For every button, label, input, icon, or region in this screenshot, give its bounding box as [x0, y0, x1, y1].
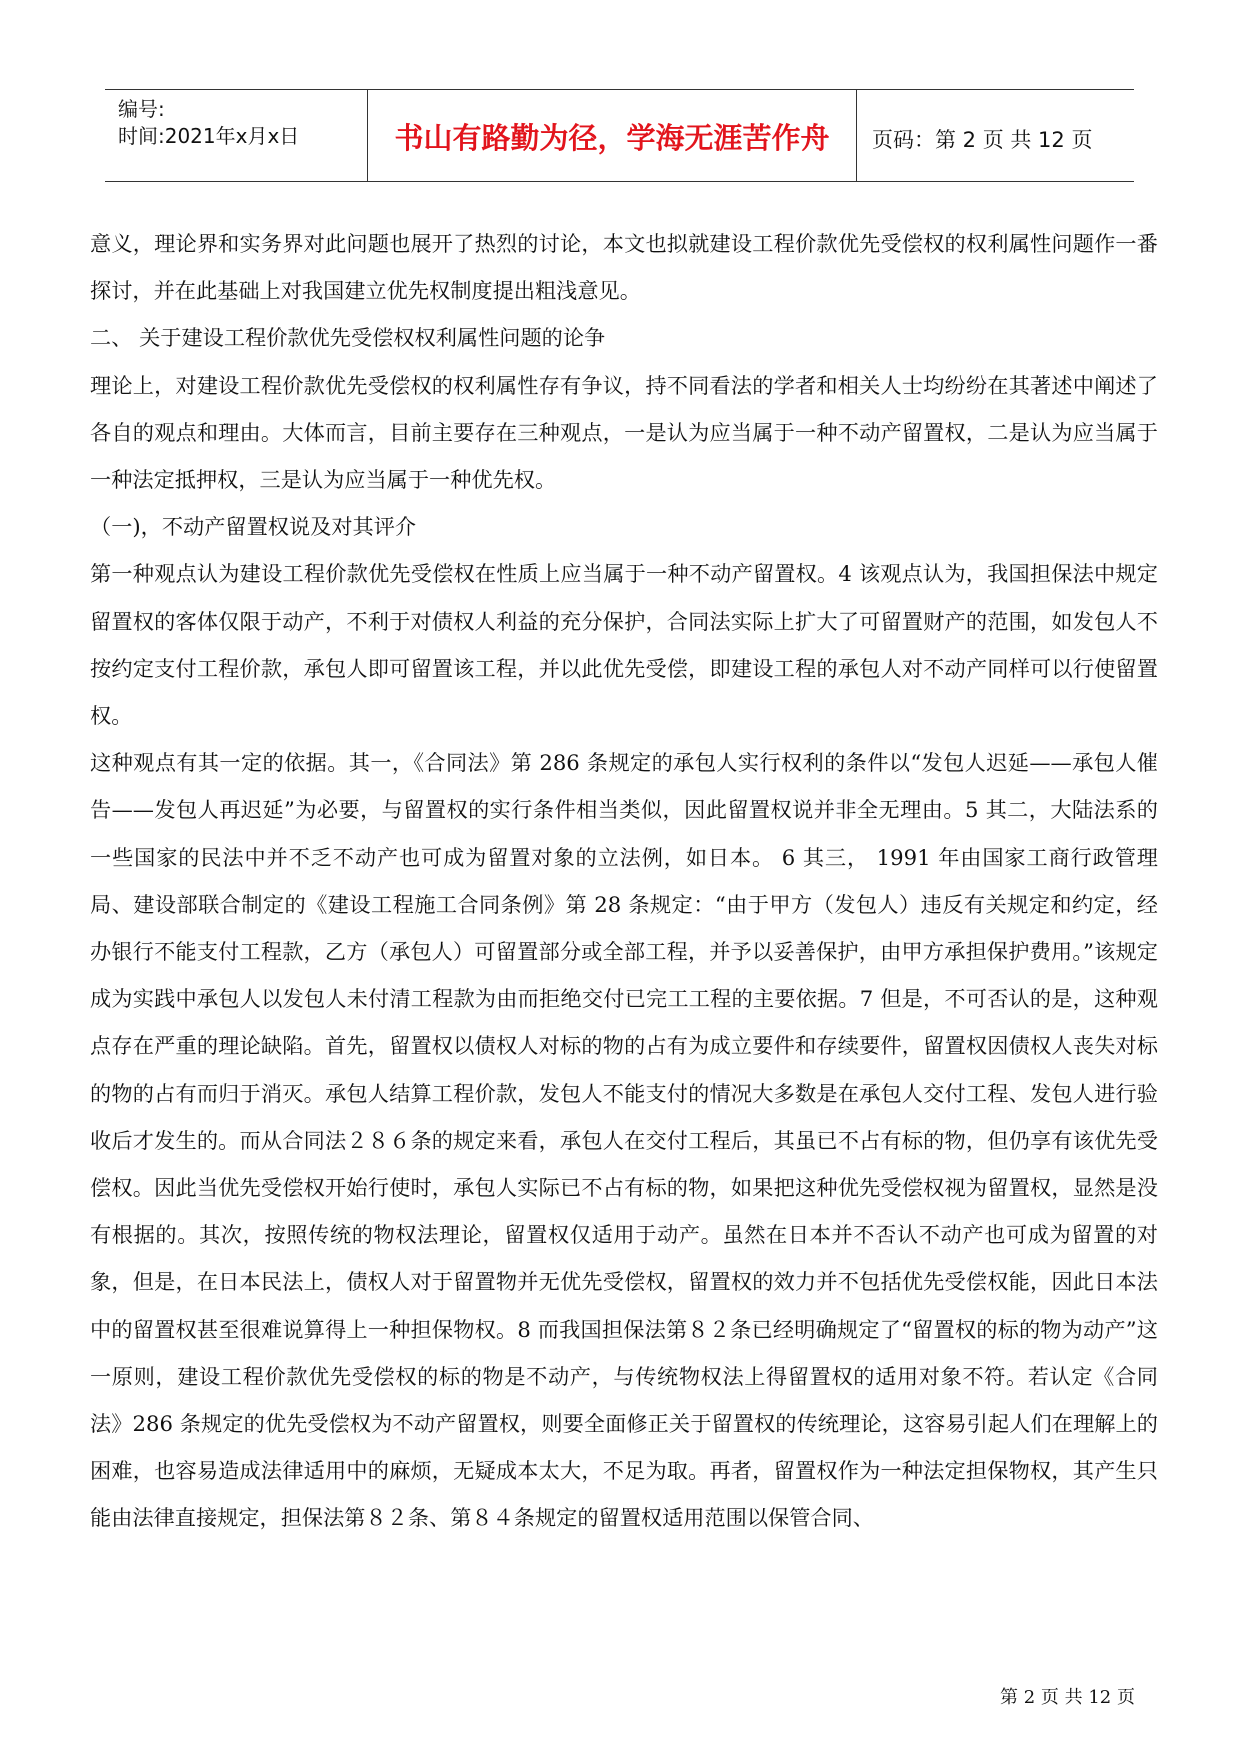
page-header: [0, 0, 1241, 200]
header-bottom-rule: [105, 181, 1134, 182]
document-body: [90, 220, 1158, 1542]
document-time-label: 时间:2021年x月x日: [118, 124, 300, 148]
header-page-number: 页码：第 2 页 共 12 页: [872, 128, 1093, 152]
paragraph-first-view: 第一种观点认为建设工程价款优先受偿权在性质上应当属于一种不动产留置权。4 该观点认为，我国担保法中规定留置权的客体仅限于动产，不利于对债权人利益的充分保护，合同法实际上扩大了可留置财产的范围，如发包人不按约定支付工程价款，承包人即可留置该工程，并以此优先受偿，即建设工程的承包人对不动产同样可以行使留置权。: [90, 561, 1158, 729]
header-motto: 书山有路勤为径，学海无涯苦作舟: [394, 121, 830, 155]
document-number-label: 编号:: [118, 97, 165, 121]
paragraph-continuation: 意义，理论界和实务界对此问题也展开了热烈的讨论，本文也拟就建设工程价款优先受偿权的权利属性问题作一番探讨，并在此基础上对我国建立优先权制度提出粗浅意见。: [90, 231, 1158, 304]
header-top-rule: [105, 89, 1134, 90]
header-divider-left: [367, 89, 368, 181]
paragraph-theory-overview: 理论上，对建设工程价款优先受偿权的权利属性存有争议，持不同看法的学者和相关人士均纷纷在其著述中阐述了各自的观点和理由。大体而言，目前主要存在三种观点，一是认为应当属于一种不动产留置权，二是认为应当属于一种法定抵押权，三是认为应当属于一种优先权。: [90, 372, 1158, 493]
subsection-heading-1: （一)，不动产留置权说及对其评介: [90, 514, 417, 540]
page-footer-number: 第 2 页 共 12 页: [1000, 1687, 1135, 1708]
header-divider-right: [856, 89, 857, 181]
paragraph-evaluation: 这种观点有其一定的依据。其一，《合同法》第 286 条规定的承包人实行权利的条件以“发包人迟延——承包人催告——发包人再迟延”为必要，与留置权的实行条件相当类似，因此留置权说并非全无理由。5 其二，大陆法系的一些国家的民法中并不乏不动产也可成为留置对象的立法例，如日本。 6 其三， 1991 年由国家工商行政管理局、建设部联合制定的《建设工程施工合同条例》第 28 条规定：“由于甲方（发包人）违反有关规定和约定，经办银行不能支付工程款，乙方（承包人）可留置部分或全部工程，并予以妥善保护，由甲方承担保护费用。”该规定成为实践中承包人以发包人未付清工程款为由而拒绝交付已完工工程的主要依据。7 但是，不可否认的是，这种观点存在严重的理论缺陷。首先，留置权以债权人对标的物的占有为成立要件和存续要件，留置权因债权人丧失对标的物的占有而归于消灭。承包人结算工程价款，发包人不能支付的情况大多数是在承包人交付工程、发包人进行验收后才发生的。而从合同法２８６条的规定来看，承包人在交付工程后，其虽已不占有标的物，但仍享有该优先受偿权。因此当优先受偿权开始行使时，承包人实际已不占有标的物，如果把这种优先受偿权视为留置权，显然是没有根据的。其次，按照传统的物权法理论，留置权仅适用于动产。虽然在日本并不否认不动产也可成为留置的对象，但是，在日本民法上，债权人对于留置物并无优先受偿权，留置权的效力并不包括优先受偿权能，因此日本法中的留置权甚至很难说算得上一种担保物权。8 而我国担保法第８２条已经明确规定了“留置权的标的物为动产”这一原则，建设工程价款优先受偿权的标的物是不动产，与传统物权法上得留置权的适用对象不符。若认定《合同法》286 条规定的优先受偿权为不动产留置权，则要全面修正关于留置权的传统理论，这容易引起人们在理解上的困难，也容易造成法律适用中的麻烦，无疑成本太大，不足为取。再者，留置权作为一种法定担保物权，其产生只能由法律直接规定，担保法第８２条、第８４条规定的留置权适用范围以保管合同、: [90, 750, 1158, 1531]
section-heading-2: 二、 关于建设工程价款优先受偿权权利属性问题的论争: [90, 325, 606, 351]
